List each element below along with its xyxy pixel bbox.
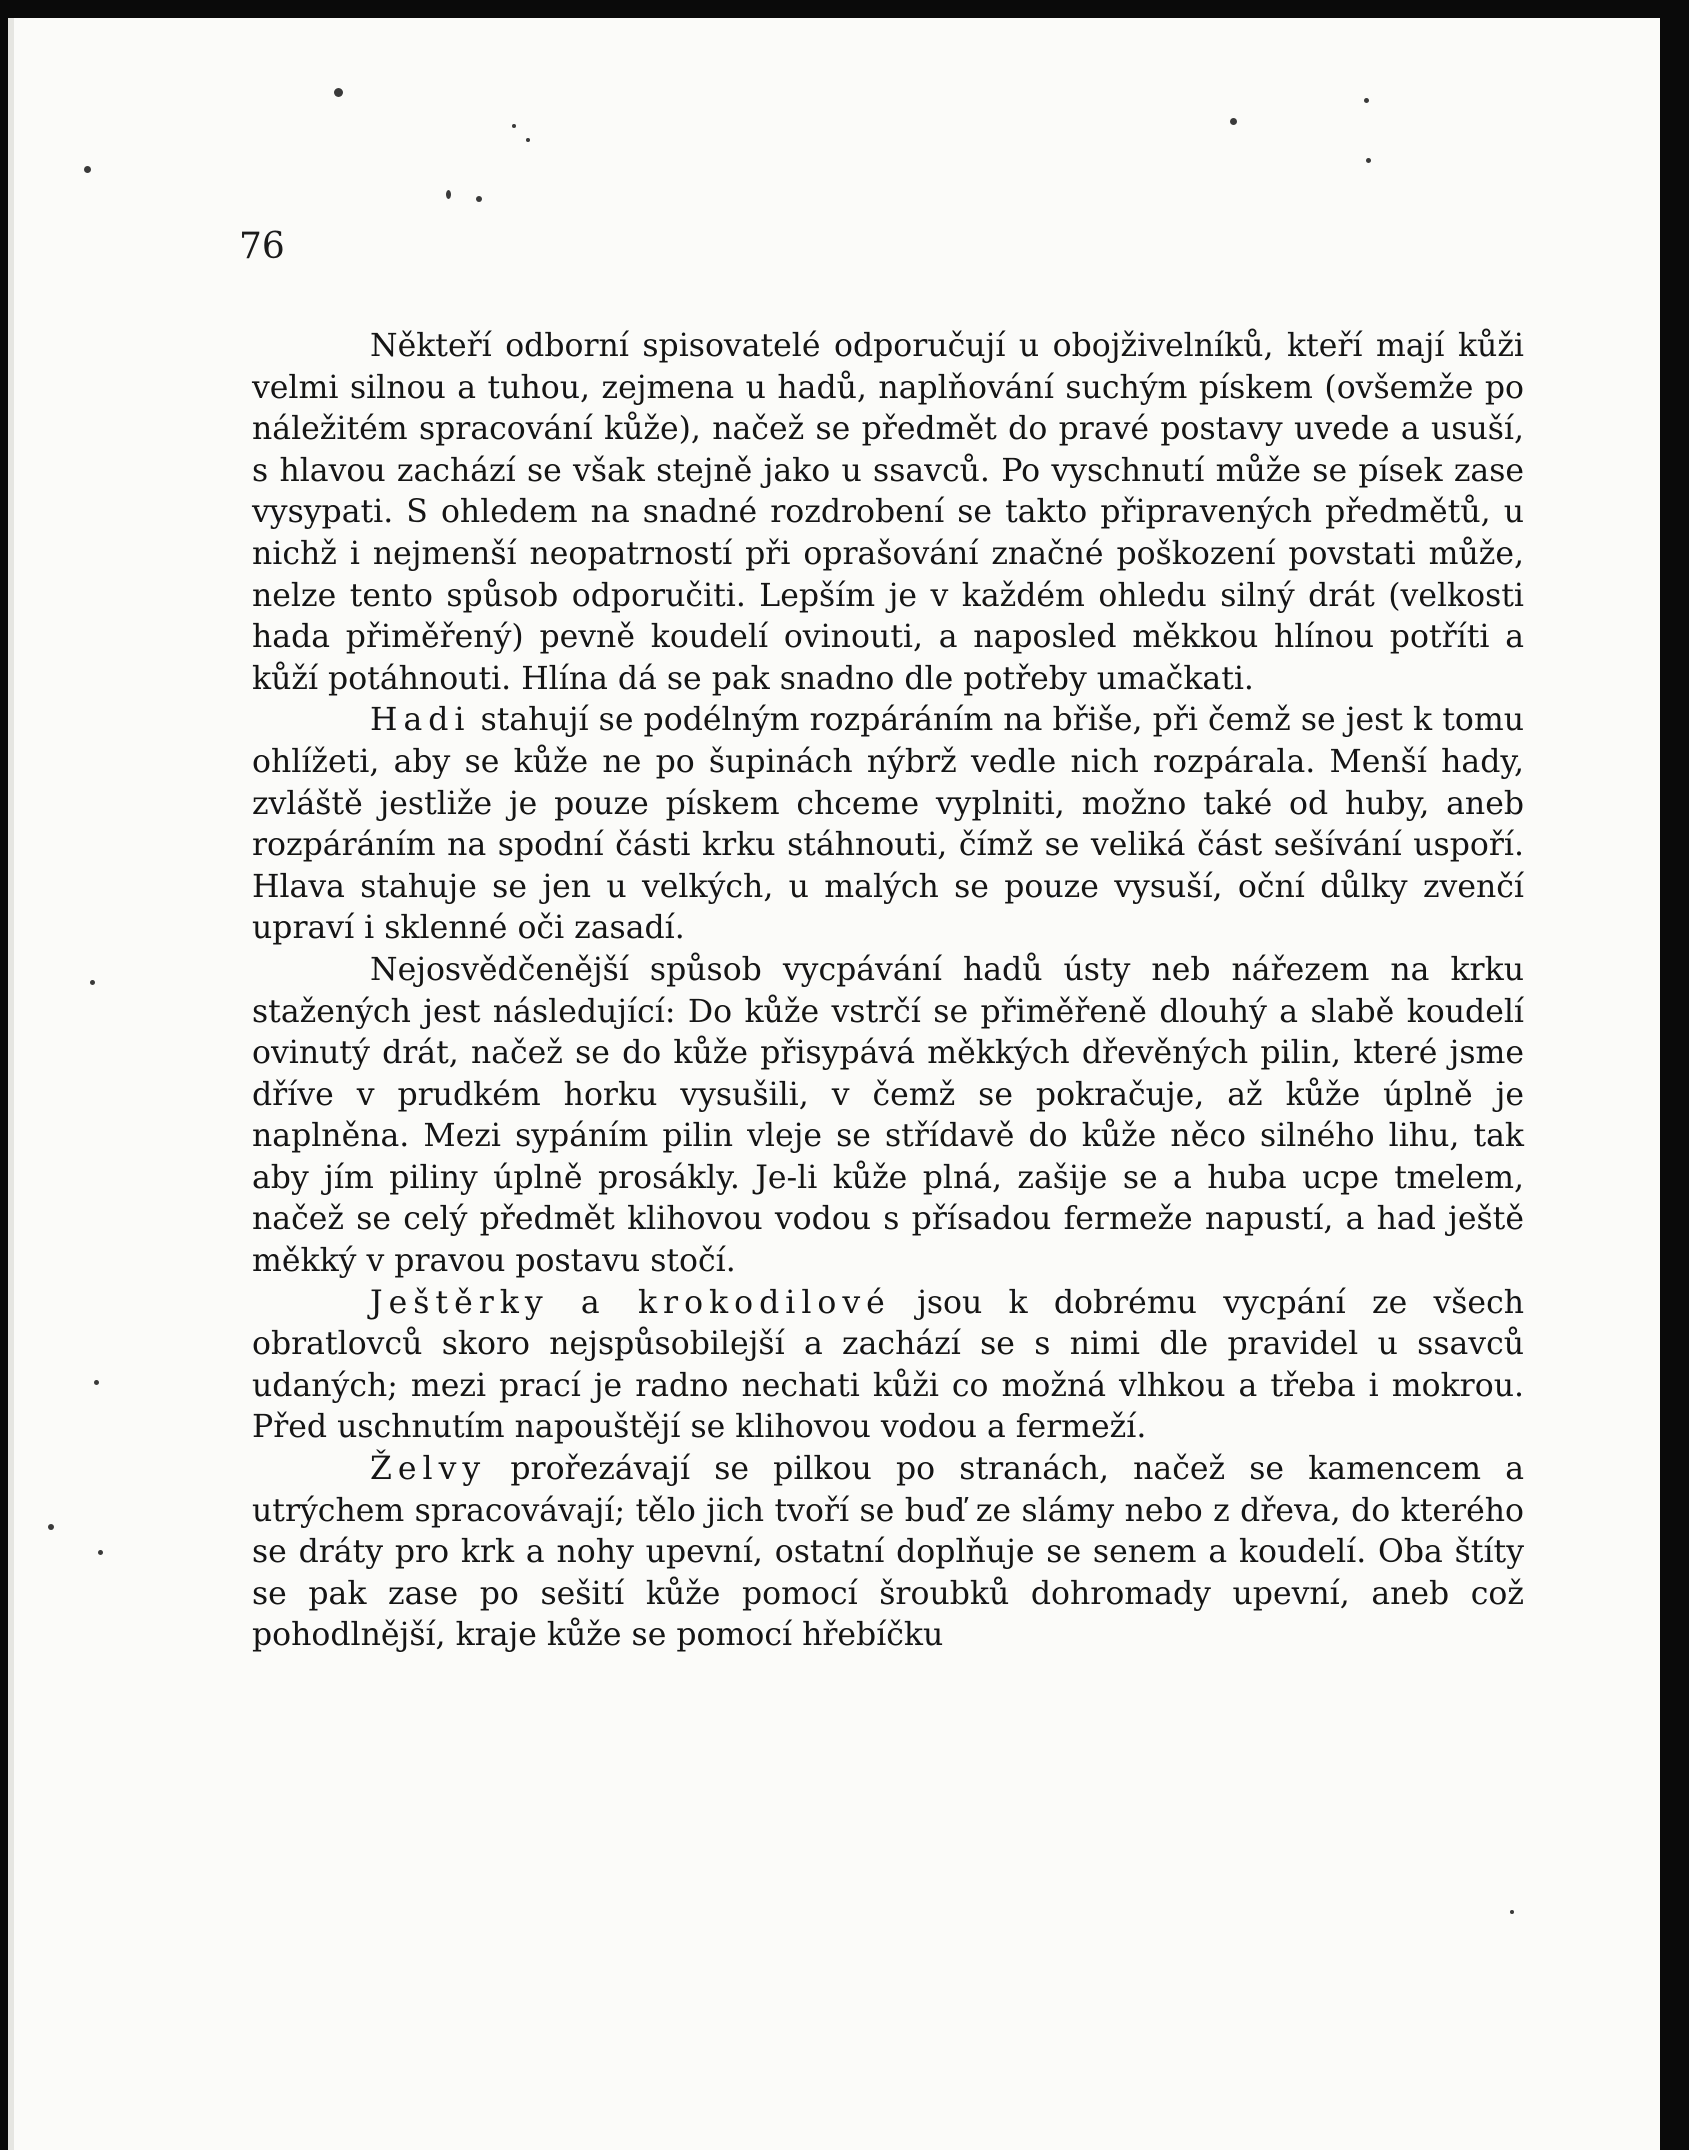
paragraph-text: Někteří odborní spisovatelé odporučují u obojživelníků, kteří mají kůži velmi silnou a tuhou, zejmena u hadů, naplňování suchým pískem (ovšemže po náležitém spracování kůže), načež se předmět do pravé postavy uvede a usuší, s hlavou zachází se však stejně jako u ssavců. Po vyschnutí může se písek zase vysypati. S ohledem na snadné rozdrobení se takto připravených předmětů, u nichž i nejmenší neopatrností při oprašování značné poškození povstati může, nelze tento spůsob odporučiti. Lepším je v každém ohledu silný drát (velkosti hada přiměřený) pevně koudelí ovinouti, a naposled měkkou hlínou potříti a kůží potáhnouti. Hlína dá se pak snadno dle potřeby umačkati. xyxy=(252,328,1524,697)
paragraph-text: stahují se podélným rozpáráním na břiše, při čemž se jest k tomu ohlížeti, aby se kůže ne po šupinách nýbrž vedle nich rozpárala. Menší hady, zvláště jestliže je pouze pískem chceme vyplniti, možno také od huby, aneb rozpáráním na spodní části krku stáhnouti, čímž se veliká část sešívání uspoří. Hlava stahuje se jen u velkých, u malých se pouze vysuší, oční důlky zvenčí upraví i sklenné oči zasadí. xyxy=(252,702,1524,947)
dust-speck xyxy=(334,88,343,97)
paragraph xyxy=(252,1449,1524,1657)
dust-speck xyxy=(1366,158,1371,163)
dust-speck xyxy=(1230,118,1237,125)
dust-speck xyxy=(512,124,516,128)
paragraph xyxy=(252,1283,1524,1449)
paragraph xyxy=(252,700,1524,950)
dust-speck xyxy=(84,166,91,173)
spaced-heading-term: Hadi xyxy=(370,702,471,739)
book-page xyxy=(8,18,1666,2150)
paragraph xyxy=(252,950,1524,1283)
paragraph-text: prořezávají se pilkou po stranách, načež se kamencem a utrýchem spracovávají; tělo jich tvoří se buď ze slámy nebo z dřeva, do kterého se dráty pro krk a nohy upevní, ostatní doplňuje se senem a koudelí. Oba štíty se pak zase po sešití kůže pomocí šroubků dohromady upevní, aneb což pohodlnější, kraje kůže se pomocí hřebíčku xyxy=(252,1451,1524,1654)
spaced-heading-term: Ještěrky a krokodilové xyxy=(370,1284,891,1321)
paragraph xyxy=(252,326,1524,700)
paragraph-text: jsou k dobrému vycpání ze všech obratlovců skoro nejspůsobilejší a zachází se s nimi dle pravidel u ssavců udaných; mezi prací je radno nechati kůži co možná vlhkou a třeba i mokrou. Před uschnutím napouštějí se klihovou vodou a fermeží. xyxy=(252,1284,1525,1446)
spaced-heading-term: Želvy xyxy=(370,1451,487,1488)
page-number: 76 xyxy=(239,226,285,267)
dust-speck xyxy=(1364,98,1369,103)
body-text xyxy=(252,326,1524,1657)
dust-speck xyxy=(446,190,451,199)
dust-speck xyxy=(1510,1910,1514,1914)
dust-speck xyxy=(98,1550,103,1555)
dust-speck xyxy=(90,980,95,985)
dust-speck xyxy=(526,138,530,142)
dust-speck xyxy=(94,1380,99,1385)
dust-speck xyxy=(476,196,482,202)
scan-edge-right xyxy=(1660,0,1689,2150)
dust-speck xyxy=(48,1524,54,1530)
paragraph-text: Nejosvědčenější spůsob vycpávání hadů ústy neb nářezem na krku stažených jest následující: Do kůže vstrčí se přiměřeně dlouhý a slabě koudelí ovinutý drát, načež se do kůže přisypává měkkých dřevěných pilin, které jsme dříve v prudkém horku vysušili, v čemž se pokračuje, až kůže úplně je naplněna. Mezi sypáním pilin vleje se střídavě do kůže něco silného lihu, tak aby jím piliny úplně prosákly. Je-li kůže plná, zašije se a huba ucpe tmelem, načež se celý předmět klihovou vodou s přísadou fermeže napustí, a had ještě měkký v pravou postavu stočí. xyxy=(252,951,1524,1280)
